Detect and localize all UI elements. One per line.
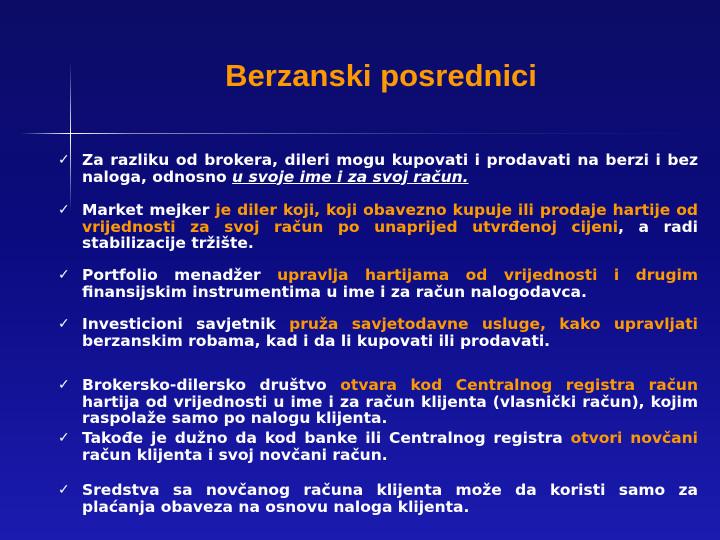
bullet-text-segment: pruža savjetodavne usluge, kako upravljati: [289, 315, 698, 333]
bullet-text-segment: Sredstva sa novčanog računa klijenta može da koristi samo za plaćanja obaveza na osnovu naloga klijenta.: [82, 481, 698, 516]
bullet-item: [58, 267, 698, 300]
bullet-text-segment: je diler koji, koji obavezno kupuje ili prodaje hartije od vrijednosti za svoj račun po unaprijed utvrđenoj cijeni: [82, 201, 698, 236]
bullet-text-segment: , a radi stabilizacije tržište.: [82, 217, 698, 252]
bullet-text-segment: Za razliku od brokera,: [82, 151, 285, 169]
bullet-item: [58, 482, 698, 515]
check-icon: ✓: [58, 377, 70, 393]
check-icon: ✓: [58, 316, 70, 332]
bullet-text-segment: finansijskim instrumentima u ime i za račun nalogodavca.: [82, 282, 587, 301]
bullet-text-segment: Investicioni savjetnik: [82, 315, 290, 333]
bullet-text: [82, 430, 698, 463]
bullet-text-segment: dileri mogu kupovati i prodavati na berzi i bez naloga, odnosno: [82, 151, 698, 186]
decorative-horizontal-line: [70, 133, 700, 134]
bullet-text-segment: otvara kod Centralnog registra račun: [340, 376, 699, 394]
bullet-text-segment: račun klijenta i svoj novčani račun.: [82, 445, 388, 464]
bullet-text-segment: otvori novčani: [570, 429, 698, 447]
bullet-text-segment: Brokersko-dilersko društvo: [82, 376, 341, 394]
check-icon: ✓: [58, 152, 70, 168]
bullet-text: [82, 377, 698, 427]
bullet-item: [58, 377, 698, 427]
bullet-text-segment: u svoje ime i za svoj račun.: [232, 167, 469, 186]
check-icon: ✓: [58, 202, 70, 218]
check-icon: ✓: [58, 267, 70, 283]
bullet-text-segment: Market mejker: [82, 201, 216, 219]
bullet-text: [82, 482, 698, 515]
bullet-text-segment: hartija od vrijednosti u ime i za račun klijenta (vlasnički račun), kojim raspolaže samo po nalogu klijenta.: [82, 392, 698, 427]
bullet-text-segment: Portfolio menadžer: [82, 266, 278, 284]
slide-title: Berzanski posrednici: [225, 58, 537, 93]
bullet-text-segment: berzanskim robama, kad i da li kupovati ili prodavati.: [82, 331, 551, 350]
bullet-item: [58, 152, 698, 185]
bullet-text: [82, 202, 698, 252]
check-icon: ✓: [58, 482, 70, 498]
bullet-text: [82, 316, 698, 349]
bullet-text: [82, 152, 698, 185]
bullet-text-segment: upravlja hartijama od vrijednosti i drugim: [277, 266, 699, 284]
check-icon: ✓: [58, 430, 70, 446]
bullet-text: [82, 267, 698, 300]
bullet-item: [58, 316, 698, 349]
bullet-item: [58, 430, 698, 463]
bullet-item: [58, 202, 698, 252]
bullet-text-segment: Takođe je dužno da kod banke ili Centralnog registra: [82, 429, 571, 447]
